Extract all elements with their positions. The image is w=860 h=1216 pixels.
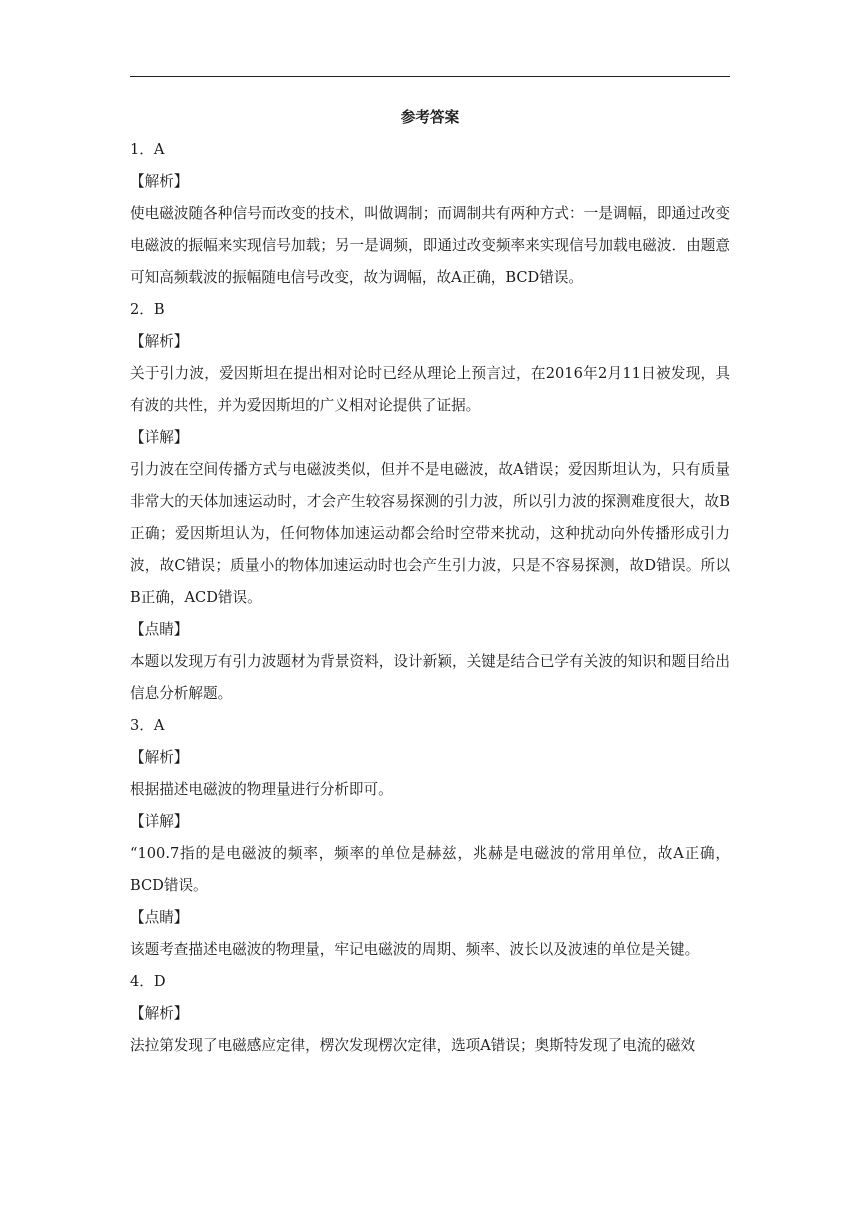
section-text: 法拉第发现了电磁感应定律，楞次发现楞次定律，选项A错误；奥斯特发现了电流的磁效 xyxy=(130,1037,696,1054)
section-text: 根据描述电磁波的物理量进行分析即可。 xyxy=(130,781,393,798)
header-rule xyxy=(130,76,730,77)
answer-document xyxy=(130,102,730,1062)
answer-number: 2．B xyxy=(130,301,165,318)
section-text: 关于引力波，爱因斯坦在提出相对论时已经从理论上预言过，在2016年2月11日被发现，具有波的共性，并为爱因斯坦的广义相对论提供了证据。 xyxy=(130,365,730,414)
section-tag: 【解析】 xyxy=(130,333,189,350)
section-tag: 【点睛】 xyxy=(130,621,189,638)
section-text: 该题考查描述电磁波的物理量，牢记电磁波的周期、频率、波长以及波速的单位是关键。 xyxy=(130,941,700,958)
section-text: 本题以发现万有引力波题材为背景资料，设计新颖，关键是结合已学有关波的知识和题目给出信息分析解题。 xyxy=(130,653,730,702)
section-text: “100.7指的是电磁波的频率，频率的单位是赫兹，兆赫是电磁波的常用单位，故A正确，BCD错误。 xyxy=(130,845,730,894)
section-tag: 【详解】 xyxy=(130,813,189,830)
section-text: 引力波在空间传播方式与电磁波类似，但并不是电磁波，故A错误；爱因斯坦认为，只有质量非常大的天体加速运动时，才会产生较容易探测的引力波，所以引力波的探测难度很大，故B正确；爱因斯坦认为，任何物体加速运动都会给时空带来扰动，这种扰动向外传播形成引力波，故C错误；质量小的物体加速运动时也会产生引力波，只是不容易探测，故D错误。所以B正确，ACD错误。 xyxy=(130,461,730,606)
section-tag: 【解析】 xyxy=(130,173,189,190)
section-tag: 【解析】 xyxy=(130,1005,189,1022)
section-tag: 【解析】 xyxy=(130,749,189,766)
section-tag: 【点睛】 xyxy=(130,909,189,926)
section-tag: 【详解】 xyxy=(130,429,189,446)
answer-number: 3．A xyxy=(130,717,165,734)
page-title: 参考答案 xyxy=(400,109,460,126)
answer-number: 1．A xyxy=(130,141,165,158)
answer-number: 4．D xyxy=(130,973,166,990)
section-text: 使电磁波随各种信号而改变的技术，叫做调制；而调制共有两种方式：一是调幅，即通过改变电磁波的振幅来实现信号加载；另一是调频，即通过改变频率来实现信号加载电磁波．由题意可知高频载波的振幅随电信号改变，故为调幅，故A正确，BCD错误。 xyxy=(130,205,730,286)
